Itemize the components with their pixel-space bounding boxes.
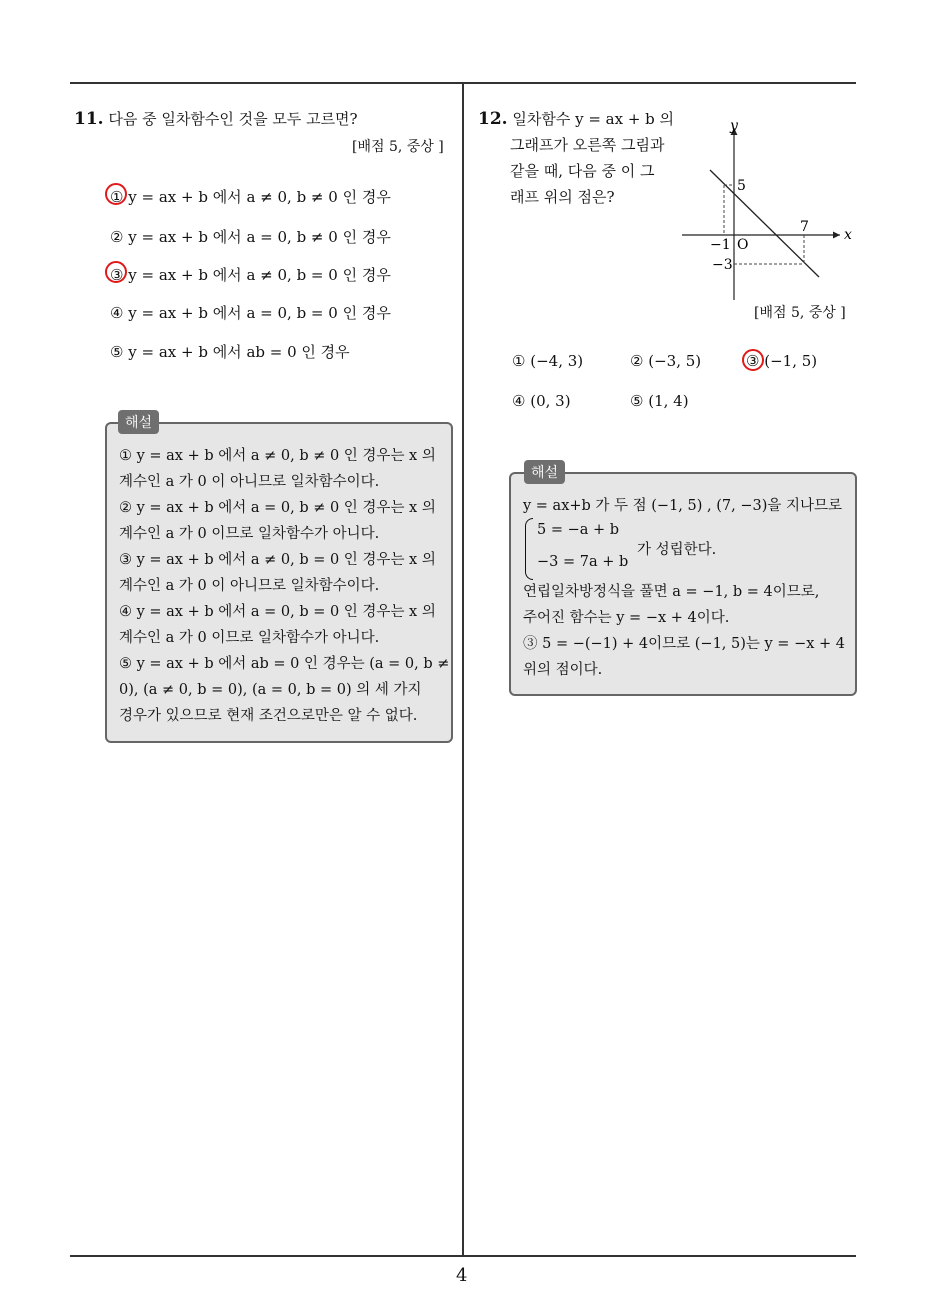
tick-label-neg3: −3 bbox=[712, 257, 733, 273]
solution-tag: 해설 bbox=[524, 460, 565, 484]
question-number: 11. bbox=[74, 109, 104, 129]
linear-function-graph bbox=[676, 110, 866, 310]
choice-number: ① bbox=[512, 352, 526, 370]
solution-line: 위의 점이다. bbox=[523, 662, 603, 678]
choice-number: ⑤ bbox=[110, 343, 124, 361]
y-axis-label: y bbox=[730, 118, 738, 134]
solution-line: 경우가 있으므로 현재 조건으로만은 알 수 없다. bbox=[119, 708, 418, 724]
solution-box bbox=[509, 472, 857, 696]
choice-2[interactable] bbox=[110, 226, 391, 247]
solution-line: ② y = ax + b 에서 a = 0, b ≠ 0 인 경우는 x 의 bbox=[119, 500, 436, 516]
choice-text: (−1, 5) bbox=[764, 352, 818, 370]
tick-label-7: 7 bbox=[800, 219, 809, 235]
solution-line: y = ax+b 가 두 점 (−1, 5) , (7, −3)을 지나므로 bbox=[523, 498, 843, 514]
choice-4[interactable] bbox=[512, 392, 571, 410]
solution-line: 가 성립한다. bbox=[637, 542, 717, 558]
solution-line: 계수인 a 가 0 이므로 일차함수가 아니다. bbox=[119, 526, 380, 542]
score-label: [배점 5, 중상 ] bbox=[352, 139, 444, 155]
choice-text: (0, 3) bbox=[530, 392, 571, 410]
question-12-header bbox=[478, 108, 674, 129]
column-divider bbox=[462, 82, 464, 1255]
system-brace bbox=[525, 518, 533, 580]
choice-number: ③ bbox=[110, 266, 124, 284]
answer-mark-circle bbox=[105, 261, 127, 283]
origin-label: O bbox=[737, 237, 749, 253]
choice-5[interactable] bbox=[110, 341, 350, 362]
choice-text: y = ax + b 에서 a ≠ 0, b ≠ 0 인 경우 bbox=[128, 188, 391, 206]
tick-label-5: 5 bbox=[737, 178, 746, 194]
answer-mark-circle bbox=[742, 349, 764, 371]
answer-mark-circle bbox=[105, 183, 127, 205]
choice-text: (−3, 5) bbox=[648, 352, 702, 370]
system-equation: 5 = −a + b bbox=[537, 522, 620, 538]
choice-text: y = ax + b 에서 a = 0, b = 0 인 경우 bbox=[128, 304, 391, 322]
solution-line: ③ 5 = −(−1) + 4이므로 (−1, 5)는 y = −x + 4 bbox=[523, 636, 845, 652]
choice-number: ④ bbox=[512, 392, 526, 410]
choice-text: y = ax + b 에서 a ≠ 0, b = 0 인 경우 bbox=[128, 266, 391, 284]
solution-tag: 해설 bbox=[118, 410, 159, 434]
x-axis-label: x bbox=[844, 227, 852, 243]
bottom-rule bbox=[70, 1255, 856, 1257]
page-number: 4 bbox=[456, 1265, 468, 1286]
choice-text: y = ax + b 에서 ab = 0 인 경우 bbox=[128, 343, 350, 361]
solution-box bbox=[105, 422, 453, 743]
choice-number: ④ bbox=[110, 304, 124, 322]
choice-text: y = ax + b 에서 a = 0, b ≠ 0 인 경우 bbox=[128, 228, 391, 246]
choice-number: ⑤ bbox=[630, 392, 644, 410]
choice-4[interactable] bbox=[110, 302, 391, 323]
choice-3[interactable] bbox=[110, 264, 391, 285]
solution-line: 주어진 함수는 y = −x + 4이다. bbox=[523, 610, 730, 626]
solution-line: ⑤ y = ax + b 에서 ab = 0 인 경우는 (a = 0, b ≠ bbox=[119, 656, 450, 672]
choice-5[interactable] bbox=[630, 392, 689, 410]
solution-line: 연립일차방정식을 풀면 a = −1, b = 4이므로, bbox=[523, 584, 820, 600]
choice-number: ① bbox=[110, 188, 124, 206]
choice-number: ③ bbox=[746, 352, 760, 370]
score-label: [배점 5, 중상 ] bbox=[754, 305, 846, 321]
choice-number: ② bbox=[110, 228, 124, 246]
solution-line: ① y = ax + b 에서 a ≠ 0, b ≠ 0 인 경우는 x 의 bbox=[119, 448, 436, 464]
system-equation: −3 = 7a + b bbox=[537, 554, 629, 570]
choice-1[interactable] bbox=[512, 352, 583, 370]
question-11-header bbox=[74, 108, 358, 129]
choice-1[interactable] bbox=[110, 186, 391, 207]
solution-line: ④ y = ax + b 에서 a = 0, b = 0 인 경우는 x 의 bbox=[119, 604, 436, 620]
choice-number: ② bbox=[630, 352, 644, 370]
solution-line: 계수인 a 가 0 이 아니므로 일차함수이다. bbox=[119, 474, 380, 490]
question-number: 12. bbox=[478, 109, 508, 129]
solution-line: ③ y = ax + b 에서 a ≠ 0, b = 0 인 경우는 x 의 bbox=[119, 552, 436, 568]
solution-line: 계수인 a 가 0 이 아니므로 일차함수이다. bbox=[119, 578, 380, 594]
tick-label-neg1: −1 bbox=[710, 237, 731, 253]
choice-text: (1, 4) bbox=[648, 392, 689, 410]
choice-2[interactable] bbox=[630, 352, 701, 370]
question-text: 그래프가 오른쪽 그림과 bbox=[510, 136, 665, 154]
solution-line: 0), (a ≠ 0, b = 0), (a = 0, b = 0) 의 세 가지 bbox=[119, 682, 422, 698]
question-text: 래프 위의 점은? bbox=[510, 188, 615, 206]
question-text: 일차함수 y = ax + b 의 bbox=[512, 110, 675, 128]
choice-text: (−4, 3) bbox=[530, 352, 584, 370]
solution-line: 계수인 a 가 0 이므로 일차함수가 아니다. bbox=[119, 630, 380, 646]
question-text: 다음 중 일차함수인 것을 모두 고르면? bbox=[108, 110, 358, 128]
question-text: 같을 때, 다음 중 이 그 bbox=[510, 162, 655, 180]
